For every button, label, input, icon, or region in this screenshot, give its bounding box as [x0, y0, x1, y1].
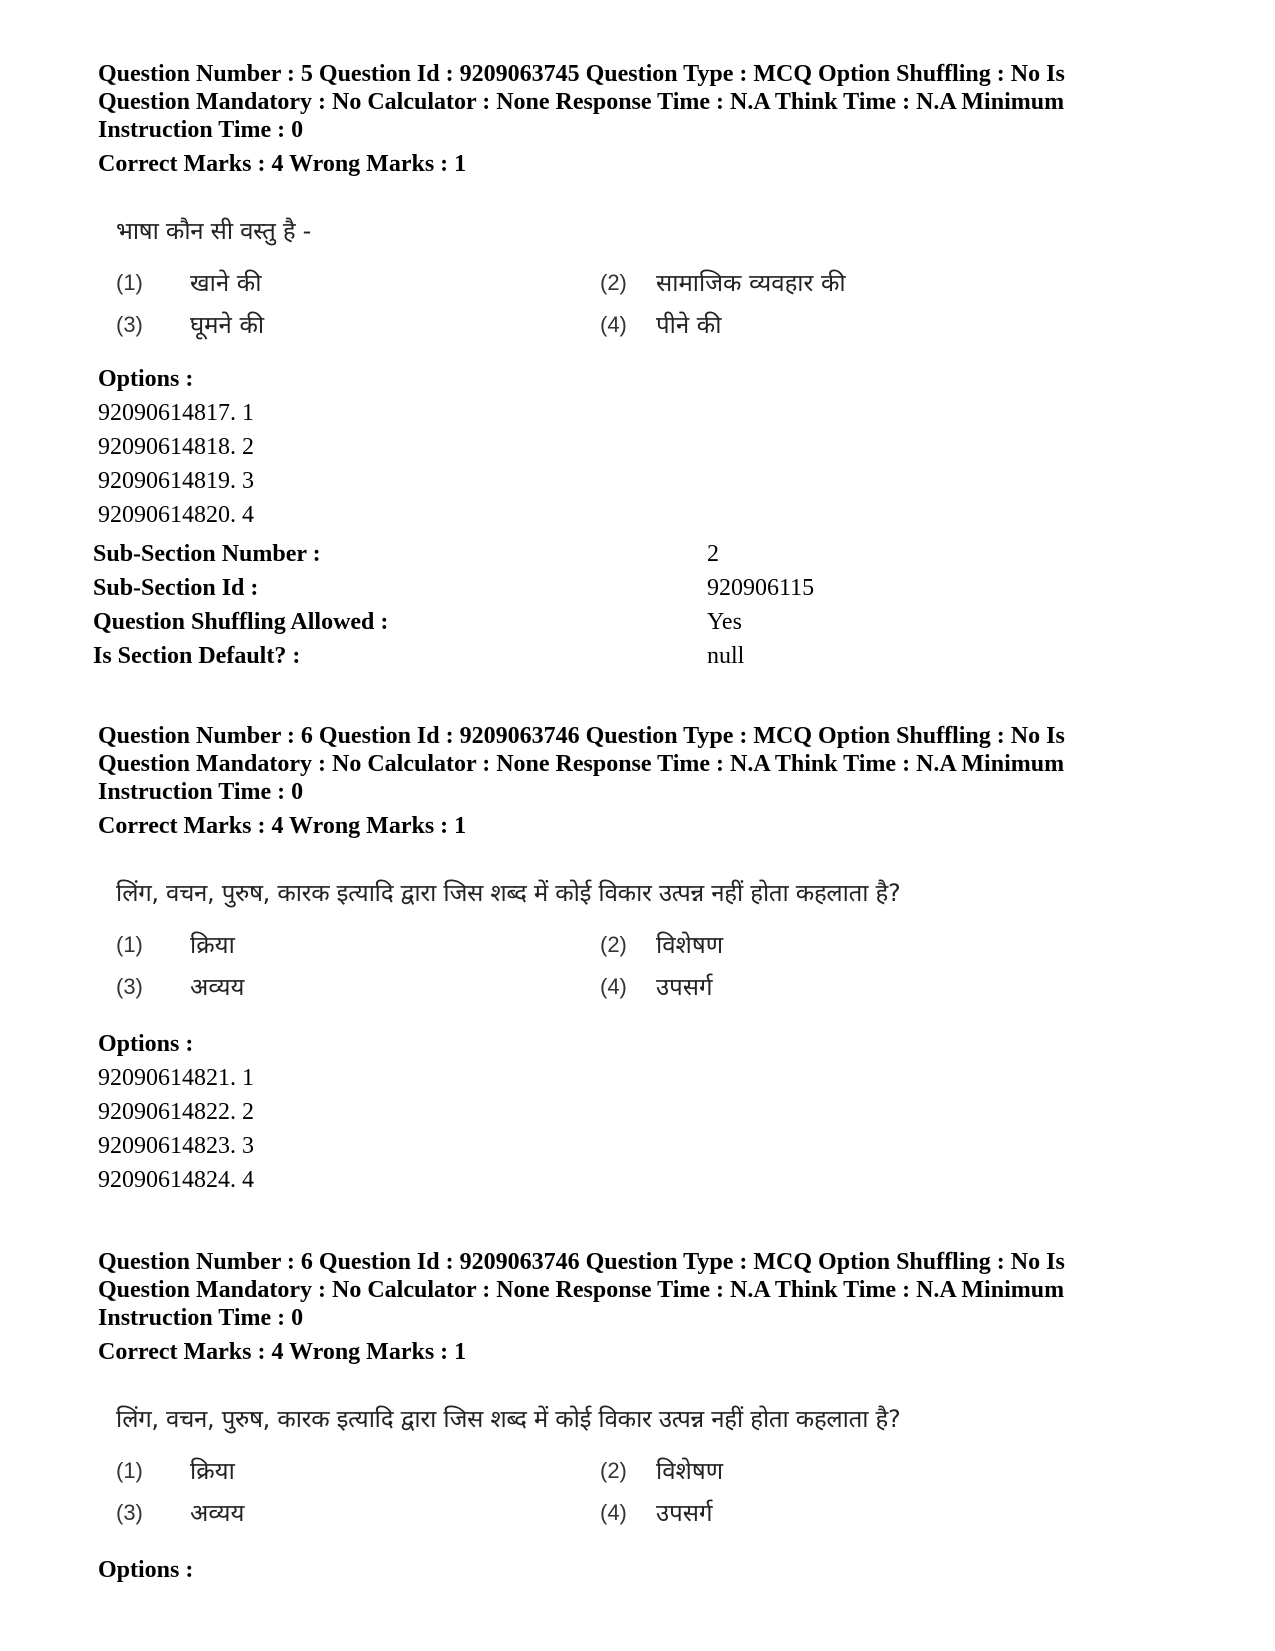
question-shuffling-value: Yes [707, 609, 742, 635]
marks-line: Correct Marks : 4 Wrong Marks : 1 [98, 151, 467, 177]
question-header: Question Number : 6 Question Id : 9209063746 Question Type : MCQ Option Shuffling : No Is Question Mandatory : No Calculator : None Response Time : N.A Think Time : N.A Minimum Instruction Time : 0 [98, 723, 1065, 805]
options-heading: Options : [98, 1557, 194, 1583]
choice-number: (2) [600, 1458, 627, 1483]
choice-number: (3) [116, 974, 143, 999]
subsection-id-label: Sub-Section Id : [93, 575, 259, 601]
options-heading: Options : [98, 366, 194, 392]
choice-number: (1) [116, 932, 143, 957]
choice-text: पीने की [656, 311, 722, 339]
subsection-number-value: 2 [707, 541, 719, 567]
choice-text: उपसर्ग [656, 973, 713, 1001]
choice-text: अव्यय [190, 973, 245, 1001]
option-line: 92090614821. 1 [98, 1065, 254, 1091]
question-shuffling-label: Question Shuffling Allowed : [93, 609, 389, 635]
choice-number: (4) [600, 974, 627, 999]
subsection-id-value: 920906115 [707, 575, 815, 601]
question-text: लिंग, वचन, पुरुष, कारक इत्यादि द्वारा जिस शब्द में कोई विकार उत्पन्न नहीं होता कहलाता है? [116, 1405, 901, 1433]
choice-text: घूमने की [190, 311, 265, 339]
choice-number: (2) [600, 270, 627, 295]
choice-number: (1) [116, 1458, 143, 1483]
question-text: लिंग, वचन, पुरुष, कारक इत्यादि द्वारा जिस शब्द में कोई विकार उत्पन्न नहीं होता कहलाता है? [116, 879, 901, 907]
question-text: भाषा कौन सी वस्तु है - [116, 217, 311, 245]
option-line: 92090614817. 1 [98, 400, 254, 426]
choice-text: खाने की [190, 269, 262, 297]
choice-number: (4) [600, 1500, 627, 1525]
choice-number: (4) [600, 312, 627, 337]
question-header: Question Number : 5 Question Id : 9209063745 Question Type : MCQ Option Shuffling : No Is Question Mandatory : No Calculator : None Response Time : N.A Think Time : N.A Minimum Instruction Time : 0 [98, 61, 1065, 143]
choice-text: उपसर्ग [656, 1499, 713, 1527]
question-header: Question Number : 6 Question Id : 9209063746 Question Type : MCQ Option Shuffling : No Is Question Mandatory : No Calculator : None Response Time : N.A Think Time : N.A Minimum Instruction Time : 0 [98, 1249, 1065, 1331]
options-heading: Options : [98, 1031, 194, 1057]
option-line: 92090614823. 3 [98, 1133, 254, 1159]
option-line: 92090614819. 3 [98, 468, 254, 494]
option-line: 92090614818. 2 [98, 434, 254, 460]
marks-line: Correct Marks : 4 Wrong Marks : 1 [98, 813, 467, 839]
choice-number: (1) [116, 270, 143, 295]
choice-number: (3) [116, 312, 143, 337]
choice-text: अव्यय [190, 1499, 245, 1527]
section-default-value: null [707, 643, 745, 669]
choice-text: विशेषण [656, 931, 724, 959]
choice-number: (3) [116, 1500, 143, 1525]
option-line: 92090614824. 4 [98, 1167, 254, 1193]
choice-text: क्रिया [190, 1457, 235, 1485]
choice-text: सामाजिक व्यवहार की [656, 269, 846, 297]
marks-line: Correct Marks : 4 Wrong Marks : 1 [98, 1339, 467, 1365]
option-line: 92090614820. 4 [98, 502, 254, 528]
choice-text: विशेषण [656, 1457, 724, 1485]
choice-number: (2) [600, 932, 627, 957]
option-line: 92090614822. 2 [98, 1099, 254, 1125]
choice-text: क्रिया [190, 931, 235, 959]
subsection-number-label: Sub-Section Number : [93, 541, 321, 567]
section-default-label: Is Section Default? : [93, 643, 301, 669]
